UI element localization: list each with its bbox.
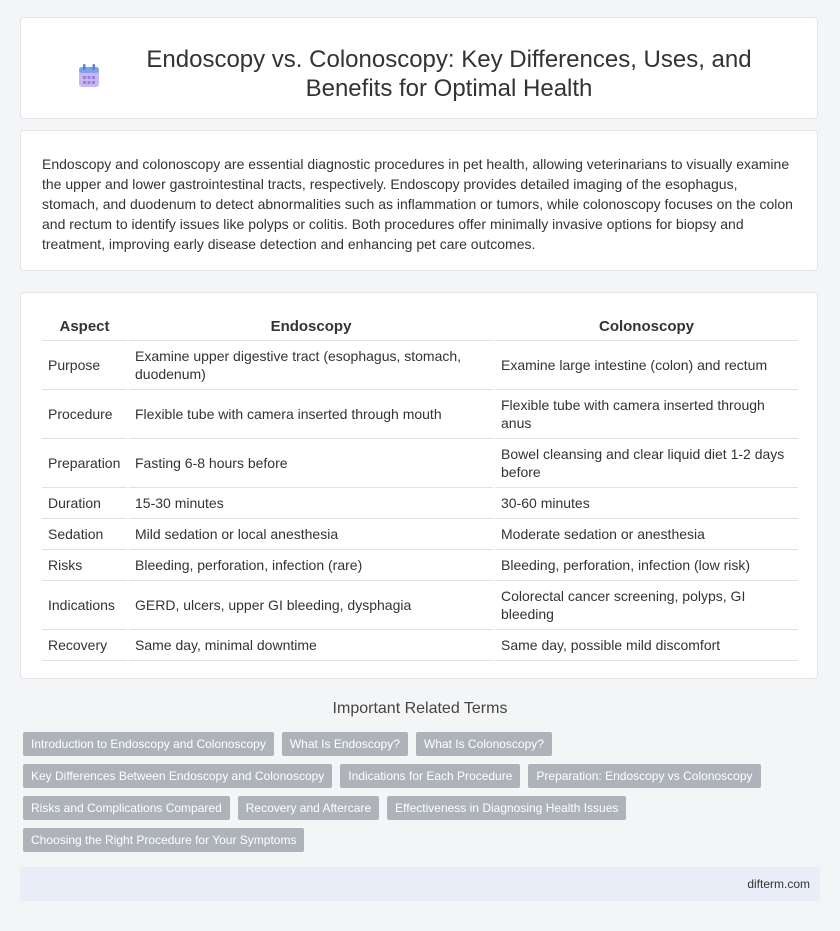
site-link[interactable]: difterm.com	[747, 877, 810, 891]
header-aspect: Aspect	[42, 313, 128, 341]
tag-row	[23, 796, 813, 820]
table-row	[42, 341, 798, 390]
row-aspect: Sedation	[42, 519, 128, 550]
table-row	[42, 550, 798, 581]
row-aspect: Purpose	[42, 341, 128, 390]
related-term-tag[interactable]: Preparation: Endoscopy vs Colonoscopy	[528, 764, 760, 788]
row-aspect: Recovery	[42, 630, 128, 661]
table-header-row	[42, 313, 798, 341]
header-card	[20, 17, 818, 119]
related-term-tag[interactable]: Key Differences Between Endoscopy and Colonoscopy	[23, 764, 332, 788]
row-endoscopy: GERD, ulcers, upper GI bleeding, dysphagia	[128, 581, 494, 630]
related-term-tag[interactable]: Choosing the Right Procedure for Your Symptoms	[23, 828, 304, 852]
table-row	[42, 390, 798, 439]
row-endoscopy: Examine upper digestive tract (esophagus, stomach, duodenum)	[128, 341, 494, 390]
table-row	[42, 519, 798, 550]
calendar-icon	[78, 64, 100, 88]
row-aspect: Indications	[42, 581, 128, 630]
related-terms-title: Important Related Terms	[332, 700, 508, 717]
row-colonoscopy: Examine large intestine (colon) and rectum	[494, 341, 798, 390]
related-terms-tags	[23, 732, 813, 860]
row-colonoscopy: 30-60 minutes	[494, 488, 798, 519]
related-term-tag[interactable]: Risks and Complications Compared	[23, 796, 230, 820]
row-endoscopy: Same day, minimal downtime	[128, 630, 494, 661]
intro-paragraph: Endoscopy and colonoscopy are essential diagnostic procedures in pet health, allowing veterinarians to visually examine the upper and lower gastrointestinal tracts, respectively. Endoscopy provides detailed imaging of the esophagus, stomach, and duodenum to detect abnormalities such as inflammation or tumors, while colonoscopy focuses on the colon and rectum to identify issues like polyps or colitis. Both procedures offer minimally invasive options for biopsy and treatment, improving early disease detection and enhancing pet care outcomes.	[42, 156, 793, 252]
row-aspect: Procedure	[42, 390, 128, 439]
related-term-tag[interactable]: Indications for Each Procedure	[340, 764, 520, 788]
row-endoscopy: 15-30 minutes	[128, 488, 494, 519]
row-aspect: Risks	[42, 550, 128, 581]
related-term-tag[interactable]: What Is Colonoscopy?	[416, 732, 552, 756]
row-aspect: Preparation	[42, 439, 128, 488]
comparison-table-card	[20, 292, 818, 679]
row-colonoscopy: Bleeding, perforation, infection (low risk)	[494, 550, 798, 581]
row-endoscopy: Bleeding, perforation, infection (rare)	[128, 550, 494, 581]
row-endoscopy: Mild sedation or local anesthesia	[128, 519, 494, 550]
related-term-tag[interactable]: What Is Endoscopy?	[282, 732, 408, 756]
tag-row	[23, 828, 813, 852]
row-colonoscopy: Flexible tube with camera inserted through anus	[494, 390, 798, 439]
tag-row	[23, 764, 813, 788]
row-colonoscopy: Same day, possible mild discomfort	[494, 630, 798, 661]
row-colonoscopy: Bowel cleansing and clear liquid diet 1-2 days before	[494, 439, 798, 488]
related-term-tag[interactable]: Introduction to Endoscopy and Colonoscopy	[23, 732, 274, 756]
header-colonoscopy: Colonoscopy	[494, 313, 798, 341]
page-title: Endoscopy vs. Colonoscopy: Key Differences, Uses, and Benefits for Optimal Health	[146, 46, 752, 102]
related-term-tag[interactable]: Recovery and Aftercare	[238, 796, 379, 820]
table-row	[42, 630, 798, 661]
table-row	[42, 581, 798, 630]
footer	[20, 867, 820, 901]
row-aspect: Duration	[42, 488, 128, 519]
header-endoscopy: Endoscopy	[128, 313, 494, 341]
row-colonoscopy: Moderate sedation or anesthesia	[494, 519, 798, 550]
tag-row	[23, 732, 813, 756]
row-endoscopy: Flexible tube with camera inserted through mouth	[128, 390, 494, 439]
table-row	[42, 439, 798, 488]
comparison-table	[42, 313, 798, 661]
row-colonoscopy: Colorectal cancer screening, polyps, GI bleeding	[494, 581, 798, 630]
row-endoscopy: Fasting 6-8 hours before	[128, 439, 494, 488]
table-row	[42, 488, 798, 519]
intro-card	[20, 130, 818, 271]
related-term-tag[interactable]: Effectiveness in Diagnosing Health Issues	[387, 796, 626, 820]
